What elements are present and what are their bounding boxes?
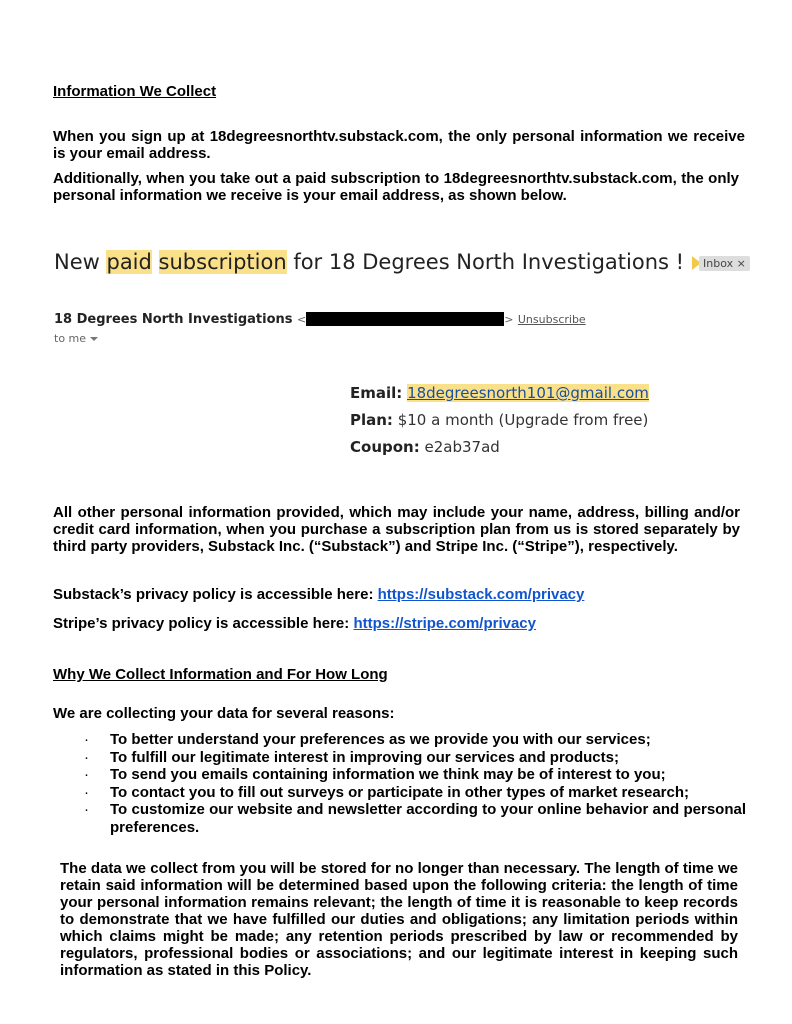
bullet-icon: ·	[84, 801, 89, 818]
coupon-label: Coupon:	[350, 438, 420, 456]
subject-text-pre: New	[54, 250, 107, 274]
reason-text: To send you emails containing information we think may be of interest to you;	[110, 766, 666, 783]
subject-text-post: for 18 Degrees North Investigations !	[286, 250, 685, 274]
paragraph-retention: The data we collect from you will be stored for no longer than necessary. The length of time we retain said information will be determined based upon the following criteria: the length of time your personal information remains relevant; the length of time it is reasonable to keep records to demonstrate that we have fulfilled our duties and obligations; any limitation periods within which claims might be made; any retention periods prescribed by law or recommended by regulators, professional bodies or associations; and our legitimate interest in keeping such information as stated in this Policy.	[60, 860, 738, 979]
sender-name: 18 Degrees North Investigations	[54, 312, 293, 327]
plan-label: Plan:	[350, 411, 393, 429]
email-sender-row	[54, 310, 586, 328]
substack-policy-line	[53, 586, 584, 603]
reason-text: To fulfill our legitimate interest in improving our services and products;	[110, 748, 619, 766]
substack-privacy-link[interactable]: https://substack.com/privacy	[377, 586, 585, 603]
stripe-privacy-link[interactable]: https://stripe.com/privacy	[353, 615, 536, 632]
paragraph-paid-subscription: Additionally, when you take out a paid subscription to 18degreesnorthtv.substack.com, the only personal information we receive is your email address, as shown below.	[53, 170, 739, 204]
sender-bracket-open: <	[296, 313, 307, 326]
list-item	[52, 749, 746, 767]
subject-highlight-subscription: subscription	[158, 250, 287, 274]
paragraph-signup: When you sign up at 18degreesnorthtv.substack.com, the only personal information we receive is your email address.	[53, 128, 745, 162]
list-item	[52, 731, 746, 749]
bullet-icon: ·	[84, 766, 89, 783]
inbox-label-chip[interactable]: Inbox ×	[699, 256, 750, 271]
section-heading-why-we-collect: Why We Collect Information and For How Long	[53, 666, 388, 683]
sender-bracket-close: >	[504, 313, 514, 326]
reason-text: To contact you to fill out surveys or participate in other types of market research;	[110, 783, 690, 801]
subject-highlight-paid: paid	[106, 250, 152, 274]
email-label: Email:	[350, 384, 403, 402]
chevron-down-icon	[90, 337, 98, 341]
to-me-label: to me	[54, 332, 87, 345]
stripe-policy-text: Stripe’s privacy policy is accessible here:	[53, 615, 354, 632]
email-subject	[54, 250, 701, 274]
list-item	[52, 801, 746, 836]
section-heading-information-we-collect: Information We Collect	[53, 83, 217, 100]
stripe-policy-line	[53, 615, 536, 632]
plan-field-row	[350, 411, 648, 429]
coupon-field-row	[350, 438, 500, 456]
reasons-intro: We are collecting your data for several reasons:	[53, 705, 395, 722]
list-item	[52, 784, 746, 802]
email-value-link[interactable]: 18degreesnorth101@gmail.com	[407, 384, 649, 402]
coupon-value: e2ab37ad	[424, 438, 500, 456]
reason-text: To customize our website and newsletter according to your online behavior and personal preferences.	[110, 801, 746, 836]
bullet-icon: ·	[84, 731, 89, 748]
substack-policy-text: Substack’s privacy policy is accessible here:	[53, 586, 378, 603]
list-item	[52, 766, 746, 784]
unsubscribe-link[interactable]: Unsubscribe	[517, 313, 586, 326]
email-screenshot	[54, 250, 701, 274]
plan-value: $10 a month (Upgrade from free)	[397, 411, 649, 429]
email-field-row	[350, 384, 649, 402]
redacted-email-address	[306, 312, 504, 326]
reasons-list	[52, 731, 746, 836]
bullet-icon: ·	[84, 748, 89, 766]
bullet-icon: ·	[84, 783, 89, 801]
paragraph-third-party: All other personal information provided, which may include your name, address, billing and/or credit card information, when you purchase a subscription plan from us is stored separately by third party providers, Substack Inc. (“Substack”) and Stripe Inc. (“Stripe”), respectively.	[53, 504, 740, 555]
recipient-toggle[interactable]	[54, 332, 98, 345]
reason-text: To better understand your preferences as we provide you with our services;	[110, 731, 651, 748]
